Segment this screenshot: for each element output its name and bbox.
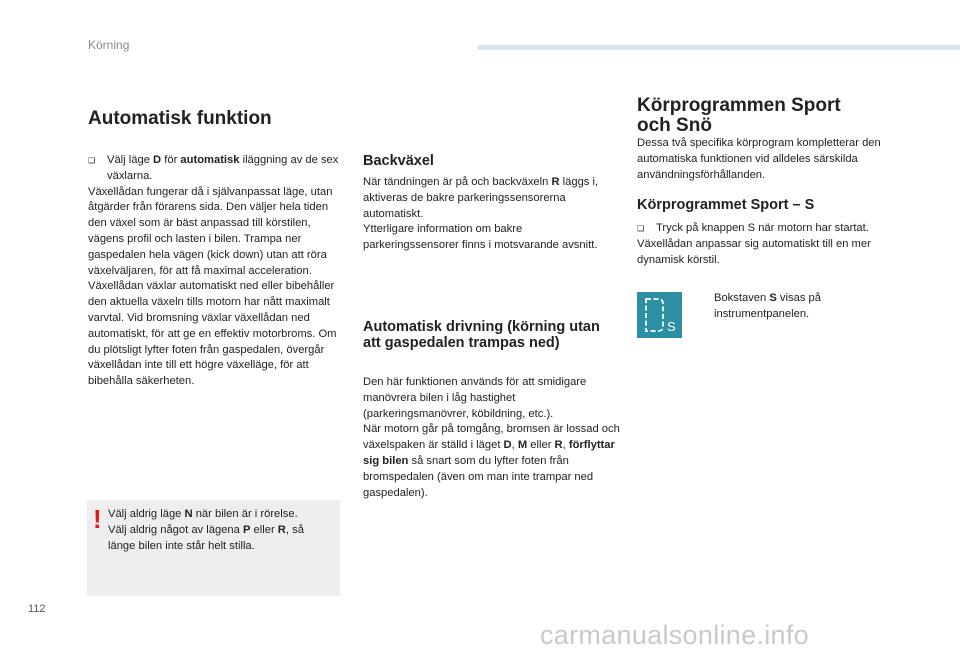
gearbox-description: Växellådan fungerar då i självanpassat läge, utan åtgärder från förarens sida. Den väljer hela tiden den växel som är bäst anpassad till körstilen, vägens profil och lasten i bilen. Trampa ner gaspedalen hela vägen (kick down) utan att röra växelväljaren, för att få maximal acceleration. Växellådan växlar automatiskt ned eller bibehåller den aktuella växeln tills motorn har nått maximalt varvtal. Vid bromsning växlar växellådan ned automatiskt, för att ge en effektiv motorbroms. Om du plötsligt lyfter foten från gaspedalen, övergår växellådan inte till ett högre växelläge, för att bibehålla säkerheten. (88, 185, 337, 388)
title-auto-creep: Automatisk drivning (körning utan att gaspedalen trampas ned) (363, 319, 600, 351)
reverse-text: När tändningen är på och backväxeln R läggs i, aktiveras de bakre parkeringssensorerna automatiskt. Ytterligare information om bakre parkeringssensorer finns i motsvarande avsnitt. (363, 176, 599, 252)
page-number: 112 (28, 603, 46, 615)
warning-box (87, 500, 340, 596)
bullet-select-d: ❏ Välj läge D för automatisk iläggning av de sex växlarna. (88, 154, 339, 182)
sport-mode-indicator-icon (637, 292, 682, 338)
title-reverse: Backväxel (363, 153, 434, 169)
header-bar (478, 45, 960, 50)
checkbox-bullet-icon: ❏ (88, 156, 96, 165)
title-driving-programs: Körprogrammen Sport och Snö (637, 95, 841, 136)
indicator-text: Bokstaven S visas på instrumentpanelen. (714, 292, 821, 320)
sport-program-text: ❏ Tryck på knappen S när motorn har startat. Växellådan anpassar sig automatiskt till en mer dynamisk körstil. (637, 221, 892, 268)
watermark: carmanualsonline.info (540, 620, 809, 650)
section-label: Körning (88, 38, 130, 52)
title-automatic-function: Automatisk funktion (88, 108, 272, 129)
warning-text: Välj aldrig läge N när bilen är i rörelse. Välj aldrig något av lägena P eller R, så länge bilen inte står helt stilla. (108, 508, 304, 552)
auto-creep-text: Den här funktionen används för att smidigare manövrera bilen i låg hastighet (parkeringsmanövrer, köbildning, etc.). När motorn går på tomgång, bromsen är lossad och växelspaken är ställd i läget D, M eller R, förflyttar sig bilen så snart som du lyfter foten från bromspedalen (även om man inte trampar ned gaspedalen). (363, 376, 620, 499)
col1-text (88, 153, 342, 390)
bullet-press-s: ❏ Tryck på knappen S när motorn har startat. (637, 221, 892, 237)
checkbox-bullet-icon: ❏ (637, 224, 645, 233)
sport-mode-gear-icon (637, 292, 682, 338)
svg-text:S: S (667, 319, 676, 334)
driving-programs-intro: Dessa två specifika körprogram kompletterar den automatiska funktionen vid alldeles särskilda användningsförhållanden. (637, 137, 881, 181)
warning-icon: ! (93, 504, 102, 534)
title-sport-program: Körprogrammet Sport – S (637, 197, 815, 213)
